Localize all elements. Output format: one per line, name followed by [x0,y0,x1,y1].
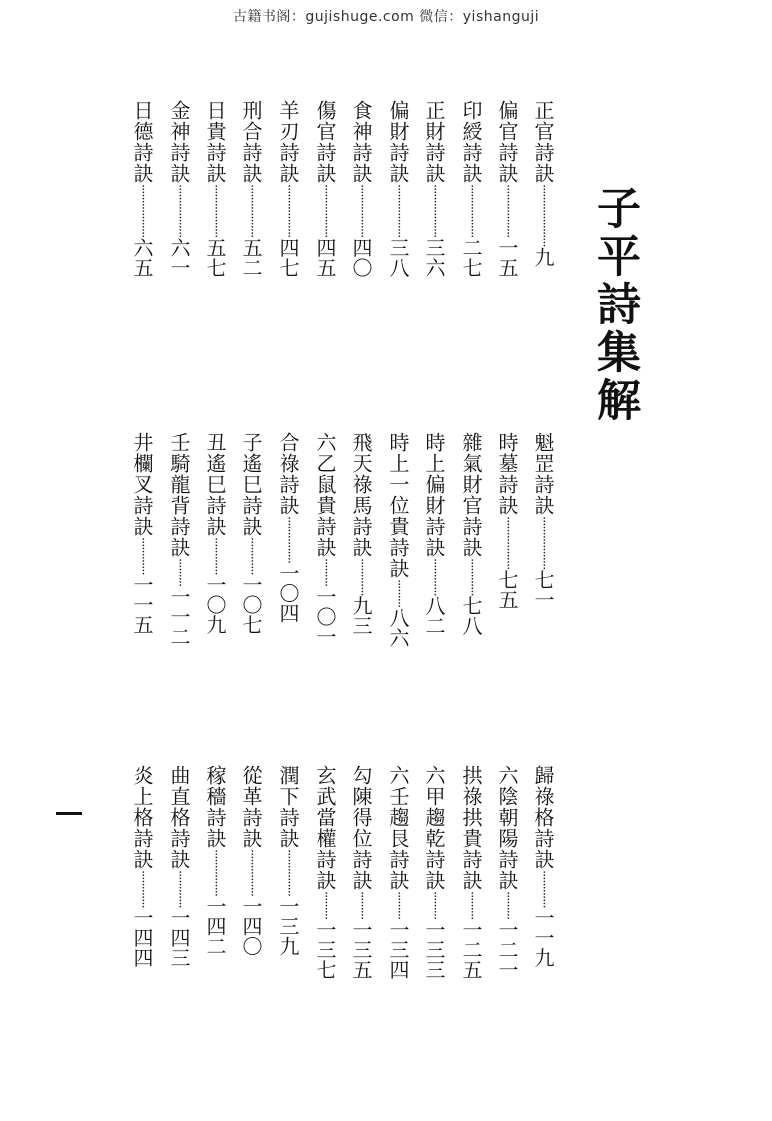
toc-leader-dots: ········· [427,891,442,920]
toc-entry-title: 日貴詩訣 [203,100,227,184]
toc-entry [456,100,486,360]
toc-entry-page: 四五 [313,237,337,278]
toc-leader-dots: ············ [135,537,150,575]
toc-entry-title: 從革詩訣 [239,765,263,849]
toc-entry-page: 八六 [386,607,410,648]
toc-entry-page: 一三三 [422,919,446,980]
toc-entry [346,432,376,692]
toc-entry-page: 七八 [459,595,483,636]
toc-entry [273,100,303,360]
toc-entry-page: 六五 [130,237,154,278]
page-number-mark [56,812,82,815]
toc-entry [419,100,449,360]
toc-entry [273,432,303,692]
toc-entry-title: 日德詩訣 [130,100,154,184]
toc-leader-dots: ········· [391,891,406,920]
toc-entry-page: 一一五 [130,574,154,635]
toc-entry [164,765,194,1025]
toc-leader-dots: ········· [354,891,369,920]
toc-entry-page: 五二 [239,237,263,278]
toc-leader-dots: ········· [391,579,406,608]
toc-entry-title: 時墓詩訣 [495,432,519,516]
toc-entry-title: 羊刃詩訣 [276,100,300,184]
toc-entry-title: 雜氣財官詩訣 [459,432,483,558]
toc-entry [236,765,266,1025]
toc-entry [310,432,340,692]
toc-leader-dots: ················· [172,184,187,238]
toc-entry-title: 印綬詩訣 [459,100,483,184]
toc-entry-title: 子遙巳詩訣 [239,432,263,537]
toc-entry-title: 拱祿拱貴詩訣 [459,765,483,891]
toc-leader-dots: ················· [464,184,479,238]
toc-entry-title: 曲直格詩訣 [167,765,191,870]
toc-entry-title: 炎上格詩訣 [130,765,154,870]
toc-entry-page: 一三九 [276,896,300,956]
toc-entry-title: 丑遙巳詩訣 [203,432,227,537]
toc-entry-page: 九三 [349,595,373,636]
toc-entry [200,100,230,360]
watermark: 古籍书阁：gujishuge.com 微信：yishanguji [232,9,540,25]
toc-entry-page: 一三五 [349,919,373,980]
toc-leader-dots: ············ [208,537,223,575]
toc-entry-title: 時上偏財詩訣 [422,432,446,558]
toc-entry [310,100,340,360]
toc-entry-page: 一〇四 [276,563,300,623]
toc-entry [456,765,486,1025]
toc-entry-title: 勾陳得位詩訣 [349,765,373,891]
toc-entry-title: 玄武當權詩訣 [313,765,337,891]
toc-leader-dots: ··············· [281,849,296,896]
toc-entry-title: 歸祿格詩訣 [531,765,555,870]
toc-entry [492,765,522,1025]
toc-entry-page: 一四三 [167,907,191,968]
toc-entry [528,432,558,692]
toc-entry-page: 六一 [167,237,191,278]
toc-entry-title: 偏財詩訣 [386,100,410,184]
toc-entry-page: 一五 [495,237,519,278]
toc-entry [528,765,558,1025]
toc-leader-dots: ················· [208,184,223,238]
toc-leader-dots: ················· [244,184,259,238]
toc-entry [383,765,413,1025]
toc-entry-page: 八二 [422,595,446,636]
toc-entry [236,432,266,692]
toc-leader-dots: ················· [281,184,296,238]
toc-leader-dots: ········· [464,891,479,920]
toc-entry-title: 稼穡詩訣 [203,765,227,849]
toc-leader-dots: ················· [427,184,442,238]
toc-entry-page: 一四〇 [239,896,263,956]
toc-leader-dots: ············ [135,870,150,908]
book-title: 子平詩集解 [589,185,640,425]
page-number [56,812,86,816]
toc-entry-title: 刑合詩訣 [239,100,263,184]
toc-leader-dots: ············ [244,537,259,575]
toc-entry-page: 七五 [495,569,519,610]
toc-entry-page: 三八 [386,237,410,278]
toc-entry [419,765,449,1025]
toc-leader-dots: ········· [318,558,333,587]
toc-entry-page: 一三四 [386,919,410,980]
toc-entry [383,100,413,360]
toc-entry [346,765,376,1025]
toc-entry [127,765,157,1025]
toc-leader-dots: ················· [391,184,406,238]
toc-leader-dots: ··············· [244,849,259,896]
toc-entry-title: 飛天祿馬詩訣 [349,432,373,558]
toc-leader-dots: ········· [500,891,515,920]
toc-entry-title: 六甲趨乾詩訣 [422,765,446,891]
toc-entry-title: 正官詩訣 [531,100,555,184]
toc-entry-page: 一三七 [313,919,337,980]
toc-entry-page: 一四四 [130,907,154,968]
toc-entry-page: 一四二 [203,896,227,956]
toc-leader-dots: ············ [354,558,369,596]
toc-entry-page: 四七 [276,237,300,278]
toc-entry-page: 二七 [459,237,483,278]
toc-entry-page: 一〇九 [203,574,227,635]
toc-leader-dots: ········· [172,558,187,587]
toc-leader-dots: ···················· [536,184,551,247]
toc-entry-page: 一〇七 [239,574,263,635]
toc-entry [200,765,230,1025]
toc-entry-page: 四〇 [349,237,373,278]
toc-entry-title: 時上一位貴詩訣 [386,432,410,579]
toc-leader-dots: ··············· [281,516,296,563]
toc-entry-title: 正財詩訣 [422,100,446,184]
toc-entry-page: 一〇一 [313,586,337,647]
toc-entry-page: 一一二 [167,586,191,647]
toc-leader-dots: ················· [318,184,333,238]
toc-entry-title: 傷官詩訣 [313,100,337,184]
toc-entry-title: 六壬趨艮詩訣 [386,765,410,891]
toc-leader-dots: ················· [354,184,369,238]
toc-entry-page: 五七 [203,237,227,278]
toc-entry [127,100,157,360]
toc-leader-dots: ············ [464,558,479,596]
toc-entry [127,432,157,692]
toc-leader-dots: ············ [536,870,551,908]
toc-entry [200,432,230,692]
toc-leader-dots: ············ [172,870,187,908]
toc-entry [419,432,449,692]
toc-entry-title: 六陰朝陽詩訣 [495,765,519,891]
toc-entry-title: 偏官詩訣 [495,100,519,184]
toc-entry-page: 三六 [422,237,446,278]
toc-leader-dots: ················· [135,184,150,238]
toc-leader-dots: ··············· [208,849,223,896]
toc-entry-title: 井欄叉詩訣 [130,432,154,537]
toc-entry [310,765,340,1025]
toc-entry [164,100,194,360]
toc-entry-title: 合祿詩訣 [276,432,300,516]
toc-entry-page: 九 [531,246,555,267]
toc-leader-dots: ················· [536,516,551,570]
toc-entry-title: 金神詩訣 [167,100,191,184]
toc-entry [383,432,413,692]
toc-entry-page: 一一九 [531,907,555,968]
toc-entry [236,100,266,360]
toc-entry-page: 一二五 [459,919,483,980]
toc-entry [528,100,558,360]
toc-entry-title: 潤下詩訣 [276,765,300,849]
toc-entry [346,100,376,360]
toc-leader-dots: ················· [500,184,515,238]
toc-entry-title: 食神詩訣 [349,100,373,184]
toc-entry [164,432,194,692]
toc-entry [492,432,522,692]
toc-entry-page: 一二一 [495,919,519,980]
toc-entry [492,100,522,360]
toc-leader-dots: ········· [318,891,333,920]
toc-leader-dots: ············ [427,558,442,596]
toc-entry [456,432,486,692]
toc-entry-title: 壬騎龍背詩訣 [167,432,191,558]
toc-entry-title: 魁罡詩訣 [531,432,555,516]
toc-leader-dots: ················· [500,516,515,570]
toc-entry [273,765,303,1025]
toc-entry-page: 七一 [531,569,555,610]
toc-entry-title: 六乙鼠貴詩訣 [313,432,337,558]
